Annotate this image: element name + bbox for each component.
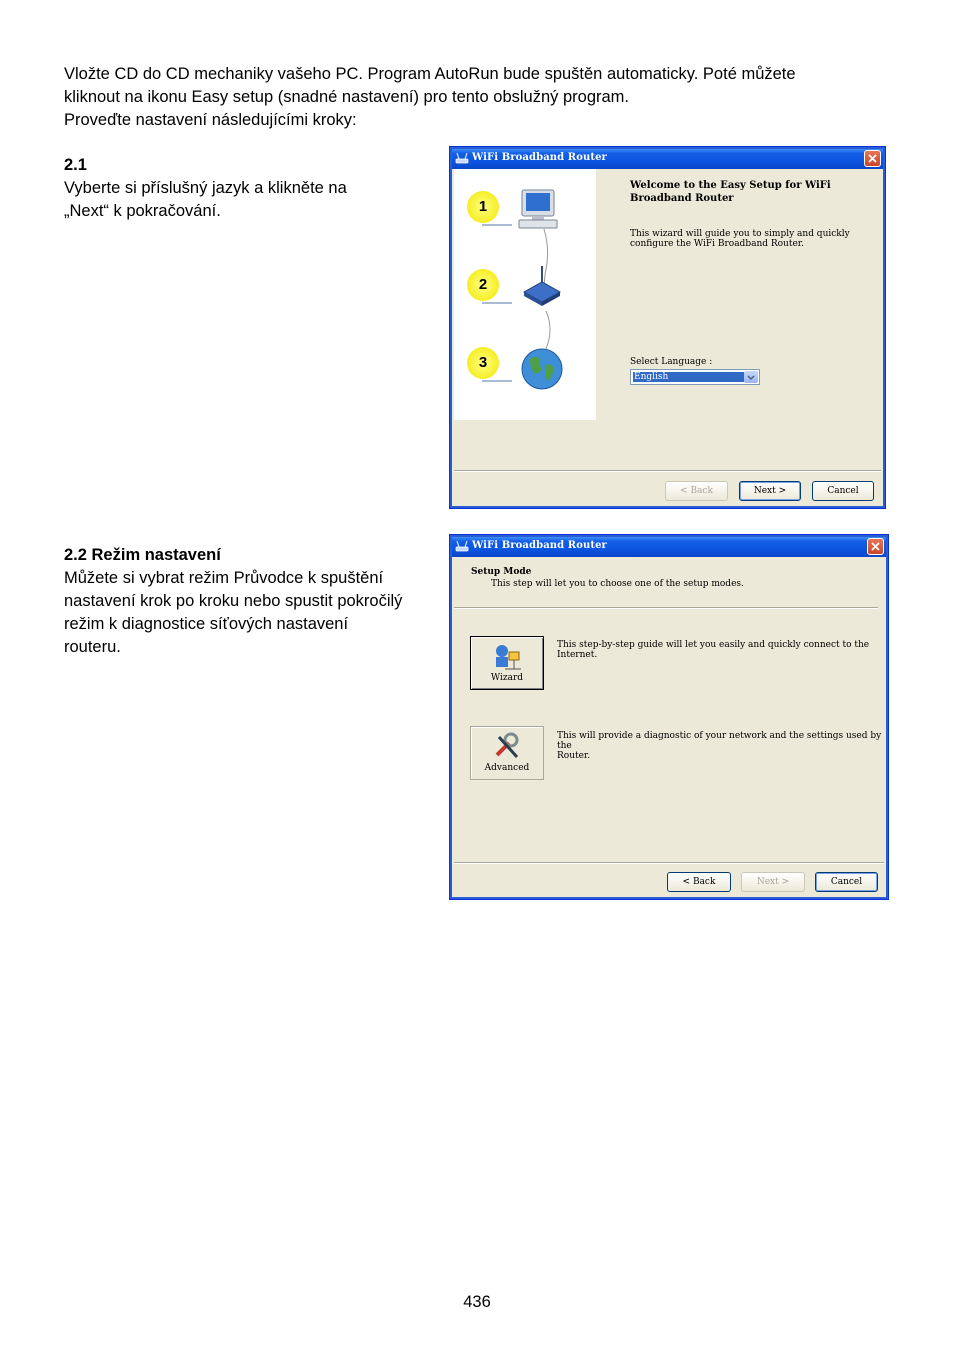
welcome-heading [630,179,831,205]
section-2-2 [64,544,402,659]
welcome-heading-line-2: Broadband Router [630,193,734,204]
window-2-next-button[interactable]: Next > [741,872,805,892]
setup-mode-heading: Setup Mode [471,567,532,577]
section-2-2-line-3: režim k diagnostice síťových nastavení [64,615,349,633]
window-1-client [454,169,881,504]
wizard-description-line-1: This step-by-step guide will let you easily and quickly connect to the [557,640,870,650]
tools-icon [491,731,523,761]
section-2-2-title: 2.2 Režim nastavení [64,546,221,564]
language-selected-value: English [633,372,744,382]
step-3-badge: 3 [467,347,499,379]
chevron-down-icon [744,372,758,384]
window-2-close-button[interactable] [867,538,884,555]
welcome-description-line-1: This wizard will guide you to simply and quickly [630,229,850,239]
section-2-2-line-1: Můžete si vybrat režim Průvodce k spuštění [64,569,384,587]
dropdown-button[interactable] [744,371,758,383]
window-2-back-button[interactable]: < Back [667,872,731,892]
setup-mode-subheading: This step will let you to choose one of the setup modes. [491,579,744,589]
window-2-client [454,557,884,895]
window-2-cancel-button[interactable]: Cancel [815,872,878,892]
wizard-label: Wizard [490,673,524,683]
intro-paragraph [64,63,894,132]
advanced-description [557,731,884,761]
computer-icon [516,189,560,231]
close-icon [867,153,878,164]
window-2-footer-separator [454,862,884,864]
router-icon [520,264,564,308]
step-1-badge: 1 [467,191,499,223]
wizard-button[interactable] [470,636,544,690]
welcome-description-line-2: configure the WiFi Broadband Router. [630,239,804,249]
section-2-1-line-1: Vyberte si příslušný jazyk a klikněte na [64,179,347,197]
intro-line-2: kliknout na ikonu Easy setup (snadné nastavení) pro tento obslužný program. [64,88,629,106]
wizard-icon [491,642,523,672]
easy-setup-window [449,146,886,509]
router-app-icon [455,540,469,553]
globe-icon [520,347,564,391]
advanced-description-line-1: This will provide a diagnostic of your network and the settings used by the [557,731,882,751]
window-1-cancel-button[interactable]: Cancel [812,481,874,501]
section-2-2-line-2: nastavení krok po kroku nebo spustit pokročilý [64,592,403,610]
window-1-next-button[interactable]: Next > [739,481,801,501]
wizard-description-line-2: Internet. [557,650,598,660]
advanced-description-line-2: Router. [557,751,591,761]
step-2-badge: 2 [467,269,499,301]
close-icon [870,541,881,552]
window-1-close-button[interactable] [864,150,881,167]
language-label: Select Language : [630,357,713,367]
intro-line-1: Vložte CD do CD mechaniky vašeho PC. Program AutoRun bude spuštěn automaticky. Poté můžete [64,65,796,83]
setup-mode-window [449,534,889,900]
window-1-back-button[interactable]: < Back [665,481,728,501]
section-2-1-title: 2.1 [64,156,87,174]
window-1-separator [454,470,881,472]
steps-panel [454,169,596,420]
page-number: 436 [463,1293,491,1311]
welcome-heading-line-1: Welcome to the Easy Setup for WiFi [630,180,831,191]
window-1-title: WiFi Broadband Router [472,152,607,163]
router-app-icon [455,152,469,165]
language-select[interactable] [630,369,760,385]
welcome-description [630,229,850,249]
advanced-button[interactable] [470,726,544,780]
wizard-description [557,640,869,660]
section-2-1-line-2: „Next“ k pokračování. [64,202,221,220]
section-2-2-line-4: routeru. [64,638,121,656]
advanced-label: Advanced [484,763,530,773]
window-2-header-separator [454,607,878,609]
intro-line-3: Proveďte nastavení následujícími kroky: [64,111,357,129]
window-1-titlebar[interactable] [452,149,883,169]
section-2-1 [64,154,347,223]
window-2-title: WiFi Broadband Router [472,540,607,551]
window-2-titlebar[interactable] [452,537,886,557]
